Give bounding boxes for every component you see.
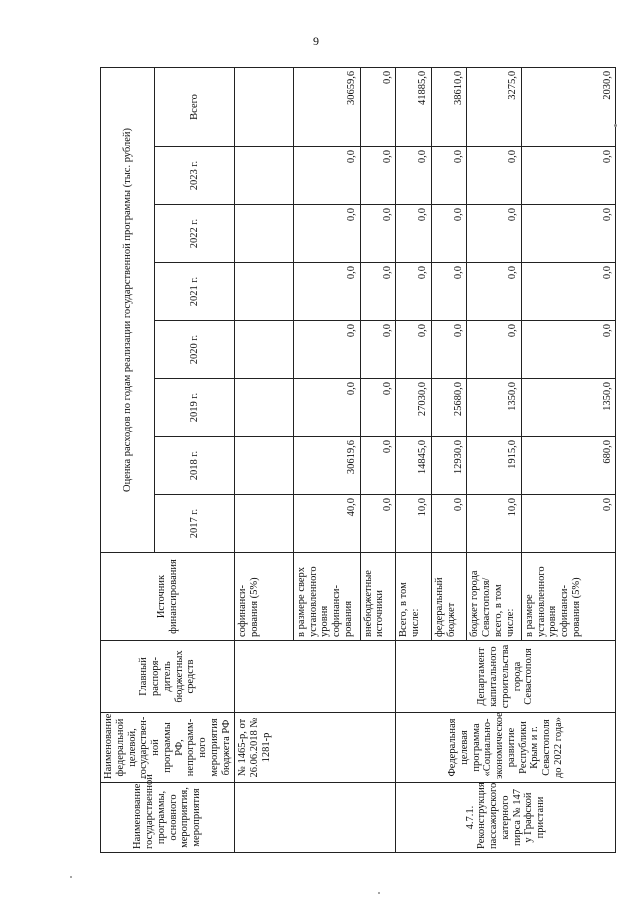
cell-total: 3275,0 [467, 67, 521, 146]
cell-value: 40,0 [293, 495, 360, 553]
cell-value: 0,0 [360, 495, 396, 553]
cell-value: 0,0 [360, 205, 396, 263]
cell-value: 1915,0 [467, 437, 521, 495]
header-year: 2017 г. [155, 495, 235, 553]
cell-value: 0,0 [521, 321, 615, 379]
cell-value: 0,0 [431, 495, 467, 553]
cell-value [235, 379, 294, 437]
cell-value: 0,0 [467, 147, 521, 205]
header-manager: Главный распоря-дитель бюджетных средств [101, 641, 235, 713]
cell-source: в размере сверх установленного уровня софинанси-рования [293, 553, 360, 641]
rotated-table-container [100, 68, 613, 853]
cell-value: 0,0 [293, 379, 360, 437]
cell-value: 0,0 [360, 379, 396, 437]
cell-value: 0,0 [467, 205, 521, 263]
cell-value: 0,0 [396, 263, 432, 321]
cell-value: 0,0 [360, 437, 396, 495]
cell-value: 0,0 [396, 205, 432, 263]
cell-value: 0,0 [521, 205, 615, 263]
cell-source: внебюджетные источники [360, 553, 396, 641]
cell-value: 0,0 [396, 147, 432, 205]
page-number: 9 [313, 34, 319, 48]
cell-value [235, 495, 294, 553]
cell-value: 0,0 [360, 263, 396, 321]
cell-source: софинанси-рования (5%) [235, 553, 294, 641]
cell-total: 38610,0 [431, 67, 467, 146]
cell-value: 680,0 [521, 437, 615, 495]
cell-value: 0,0 [396, 321, 432, 379]
cell-total: 41885,0 [396, 67, 432, 146]
cell-value: 1350,0 [467, 379, 521, 437]
cell-value: 0,0 [467, 321, 521, 379]
cell-source: Всего, в том числе: [396, 553, 432, 641]
cell-total: 30659,6 [293, 67, 360, 146]
table-row [396, 67, 432, 852]
header-source: Источник финансирования [101, 553, 235, 641]
cell-value: 1350,0 [521, 379, 615, 437]
cell-value [235, 205, 294, 263]
header-federal-program: Наименование федеральной целевой, государствен-ной программы РФ, непрограмм-ного мероприятия бюджета РФ [101, 713, 235, 783]
header-total: Всего [155, 67, 235, 146]
cell-value: 27030,0 [396, 379, 432, 437]
header-year: 2018 г. [155, 437, 235, 495]
expense-table [100, 67, 616, 853]
cell-name [235, 783, 396, 853]
cell-value: 30619,6 [293, 437, 360, 495]
table-row [235, 67, 294, 852]
cell-value: 25680,0 [431, 379, 467, 437]
header-year: 2020 г. [155, 321, 235, 379]
cell-value: 10,0 [467, 495, 521, 553]
cell-value: 0,0 [431, 147, 467, 205]
cell-federal-ref: № 1465-р, от 26.06.2018 № 1281-р [235, 713, 396, 783]
cell-total: 2030,0 [521, 67, 615, 146]
cell-value: 0,0 [431, 205, 467, 263]
cell-value: 0,0 [360, 147, 396, 205]
cell-source: в размере установленного уровня софинанси-рования (5%) [521, 553, 615, 641]
cell-value: 0,0 [521, 495, 615, 553]
cell-value: 0,0 [360, 321, 396, 379]
cell-value [235, 147, 294, 205]
cell-value: 0,0 [521, 147, 615, 205]
cell-value [235, 437, 294, 495]
cell-source: федеральный бюджет [431, 553, 467, 641]
cell-value [235, 263, 294, 321]
header-year: 2023 г. [155, 147, 235, 205]
cell-value: 0,0 [431, 263, 467, 321]
header-year: 2019 г. [155, 379, 235, 437]
cell-value [235, 321, 294, 379]
cell-manager [235, 641, 396, 713]
cell-total [235, 67, 294, 146]
cell-value: 0,0 [293, 147, 360, 205]
cell-value: 0,0 [521, 263, 615, 321]
scan-speck [70, 876, 72, 878]
header-year: 2022 г. [155, 205, 235, 263]
cell-source: бюджет города Севастополя/всего, в том числе: [467, 553, 521, 641]
cell-value: 0,0 [293, 321, 360, 379]
cell-value: 10,0 [396, 495, 432, 553]
cell-value: 0,0 [293, 205, 360, 263]
header-estimate: Оценка расходов по годам реализации государственной программы (тыс. рублей) [101, 67, 155, 552]
cell-manager: Департамент капитального строительства города Севастополя [396, 641, 616, 713]
cell-value: 0,0 [467, 263, 521, 321]
cell-value: 0,0 [293, 263, 360, 321]
cell-value: 0,0 [431, 321, 467, 379]
header-name: Наименование государственной программы, основного мероприятия, мероприятия [101, 783, 235, 853]
cell-value: 12930,0 [431, 437, 467, 495]
scan-speck [378, 892, 380, 894]
cell-total: 0,0 [360, 67, 396, 146]
cell-federal-program: Федеральная целевая программа «Социально-экономическое развитие Республики Крым и г. Севастополя до 2022 года» [396, 713, 616, 783]
scan-speck [614, 124, 617, 127]
cell-value: 14845,0 [396, 437, 432, 495]
cell-activity-name: 4.7.1. Реконструкция пассажирского катерного пирса № 147 у Графской пристани [396, 783, 616, 853]
header-year: 2021 г. [155, 263, 235, 321]
